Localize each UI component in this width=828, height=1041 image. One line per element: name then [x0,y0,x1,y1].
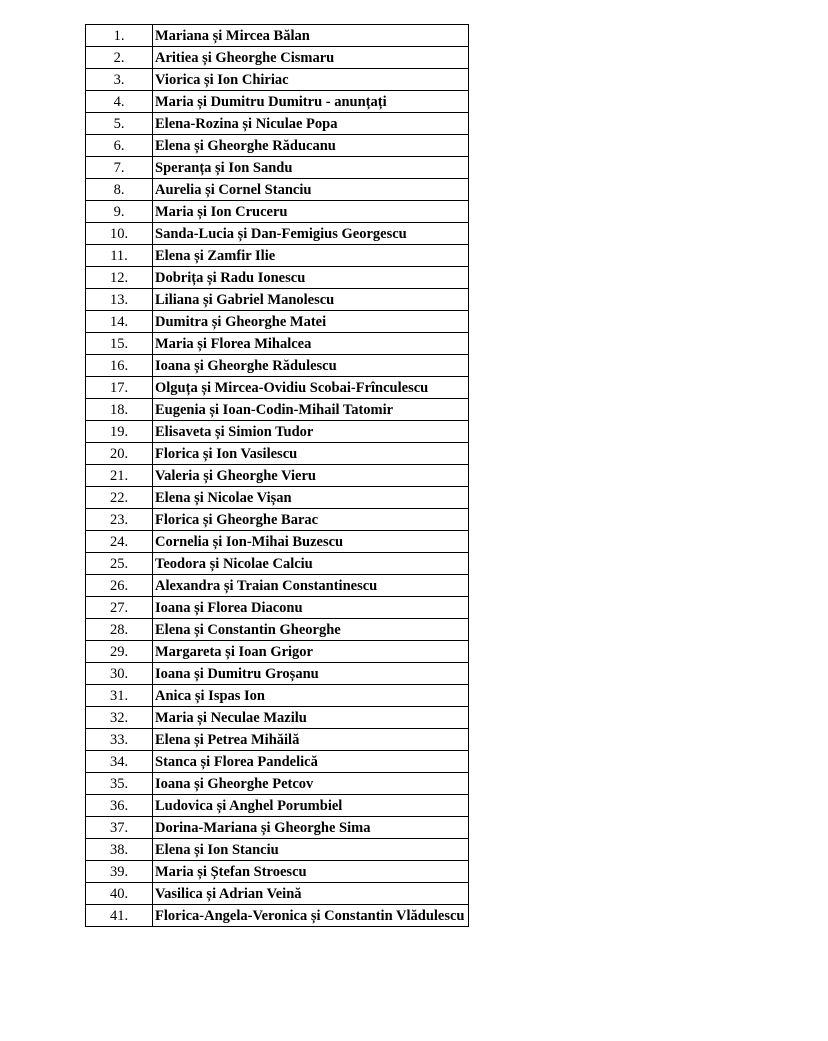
couple-name: Ioana și Gheorghe Rădulescu [153,355,469,377]
row-number: 16. [86,355,153,377]
table-row [86,465,469,487]
table-row [86,641,469,663]
table-row [86,289,469,311]
table-row [86,861,469,883]
couple-name: Elena și Petrea Mihăilă [153,729,469,751]
row-number: 6. [86,135,153,157]
couple-name: Maria și Ștefan Stroescu [153,861,469,883]
table-row [86,905,469,927]
row-number: 11. [86,245,153,267]
couple-name: Florica-Angela-Veronica și Constantin Vlădulescu [153,905,469,927]
table-row [86,421,469,443]
row-number: 37. [86,817,153,839]
couple-name: Ioana și Gheorghe Petcov [153,773,469,795]
couple-name: Aurelia și Cornel Stanciu [153,179,469,201]
table-row [86,751,469,773]
row-number: 19. [86,421,153,443]
row-number: 39. [86,861,153,883]
couple-name: Cornelia și Ion-Mihai Buzescu [153,531,469,553]
row-number: 13. [86,289,153,311]
couple-name: Maria și Dumitru Dumitru - anunțați [153,91,469,113]
table-row [86,113,469,135]
row-number: 2. [86,47,153,69]
table-row [86,509,469,531]
couple-name: Valeria și Gheorghe Vieru [153,465,469,487]
row-number: 40. [86,883,153,905]
table-row [86,619,469,641]
table-row [86,663,469,685]
couple-name: Sanda-Lucia și Dan-Femigius Georgescu [153,223,469,245]
couple-name: Elena și Ion Stanciu [153,839,469,861]
couple-name: Ioana și Dumitru Groșanu [153,663,469,685]
table-row [86,531,469,553]
table-row [86,201,469,223]
couple-name: Anica și Ispas Ion [153,685,469,707]
table-row [86,69,469,91]
row-number: 8. [86,179,153,201]
row-number: 5. [86,113,153,135]
couple-name: Elena și Constantin Gheorghe [153,619,469,641]
row-number: 41. [86,905,153,927]
row-number: 3. [86,69,153,91]
row-number: 7. [86,157,153,179]
table-row [86,575,469,597]
table-row [86,377,469,399]
row-number: 23. [86,509,153,531]
row-number: 1. [86,25,153,47]
couple-name: Mariana și Mircea Bălan [153,25,469,47]
couple-name: Alexandra și Traian Constantinescu [153,575,469,597]
couples-table [85,24,469,927]
table-row [86,245,469,267]
table-row [86,25,469,47]
row-number: 15. [86,333,153,355]
couple-name: Viorica și Ion Chiriac [153,69,469,91]
table-row [86,487,469,509]
couple-name: Florica și Gheorghe Barac [153,509,469,531]
couple-name: Eugenia și Ioan-Codin-Mihail Tatomir [153,399,469,421]
row-number: 12. [86,267,153,289]
couple-name: Elena și Nicolae Vișan [153,487,469,509]
row-number: 17. [86,377,153,399]
table-row [86,267,469,289]
couple-name: Speranța și Ion Sandu [153,157,469,179]
row-number: 18. [86,399,153,421]
row-number: 26. [86,575,153,597]
couple-name: Elena și Zamfir Ilie [153,245,469,267]
couple-name: Olguța și Mircea-Ovidiu Scobai-Frînculescu [153,377,469,399]
couple-name: Ioana și Florea Diaconu [153,597,469,619]
couple-name: Elena-Rozina și Niculae Popa [153,113,469,135]
couple-name: Teodora și Nicolae Calciu [153,553,469,575]
couple-name: Vasilica și Adrian Veină [153,883,469,905]
couple-name: Stanca și Florea Pandelică [153,751,469,773]
table-row [86,553,469,575]
couple-name: Maria și Ion Cruceru [153,201,469,223]
table-row [86,685,469,707]
table-row [86,333,469,355]
row-number: 4. [86,91,153,113]
table-row [86,597,469,619]
row-number: 24. [86,531,153,553]
table-row [86,355,469,377]
row-number: 30. [86,663,153,685]
table-row [86,311,469,333]
row-number: 14. [86,311,153,333]
table-row [86,773,469,795]
couple-name: Dumitra și Gheorghe Matei [153,311,469,333]
couples-table-body [86,25,469,927]
row-number: 22. [86,487,153,509]
table-row [86,839,469,861]
row-number: 20. [86,443,153,465]
couple-name: Ludovica și Anghel Porumbiel [153,795,469,817]
row-number: 21. [86,465,153,487]
row-number: 27. [86,597,153,619]
table-row [86,223,469,245]
row-number: 33. [86,729,153,751]
row-number: 32. [86,707,153,729]
couple-name: Dobrița și Radu Ionescu [153,267,469,289]
row-number: 31. [86,685,153,707]
couple-name: Florica și Ion Vasilescu [153,443,469,465]
table-row [86,729,469,751]
table-row [86,135,469,157]
table-row [86,157,469,179]
row-number: 25. [86,553,153,575]
table-row [86,443,469,465]
table-row [86,47,469,69]
row-number: 29. [86,641,153,663]
table-row [86,883,469,905]
table-row [86,707,469,729]
couple-name: Liliana și Gabriel Manolescu [153,289,469,311]
couple-name: Aritiea și Gheorghe Cismaru [153,47,469,69]
row-number: 10. [86,223,153,245]
couple-name: Dorina-Mariana și Gheorghe Sima [153,817,469,839]
couple-name: Elisaveta și Simion Tudor [153,421,469,443]
table-row [86,399,469,421]
couple-name: Margareta și Ioan Grigor [153,641,469,663]
table-row [86,179,469,201]
couple-name: Maria și Neculae Mazilu [153,707,469,729]
row-number: 36. [86,795,153,817]
table-row [86,91,469,113]
row-number: 38. [86,839,153,861]
row-number: 28. [86,619,153,641]
row-number: 35. [86,773,153,795]
table-row [86,817,469,839]
couple-name: Maria și Florea Mihalcea [153,333,469,355]
row-number: 34. [86,751,153,773]
row-number: 9. [86,201,153,223]
table-row [86,795,469,817]
couple-name: Elena și Gheorghe Răducanu [153,135,469,157]
